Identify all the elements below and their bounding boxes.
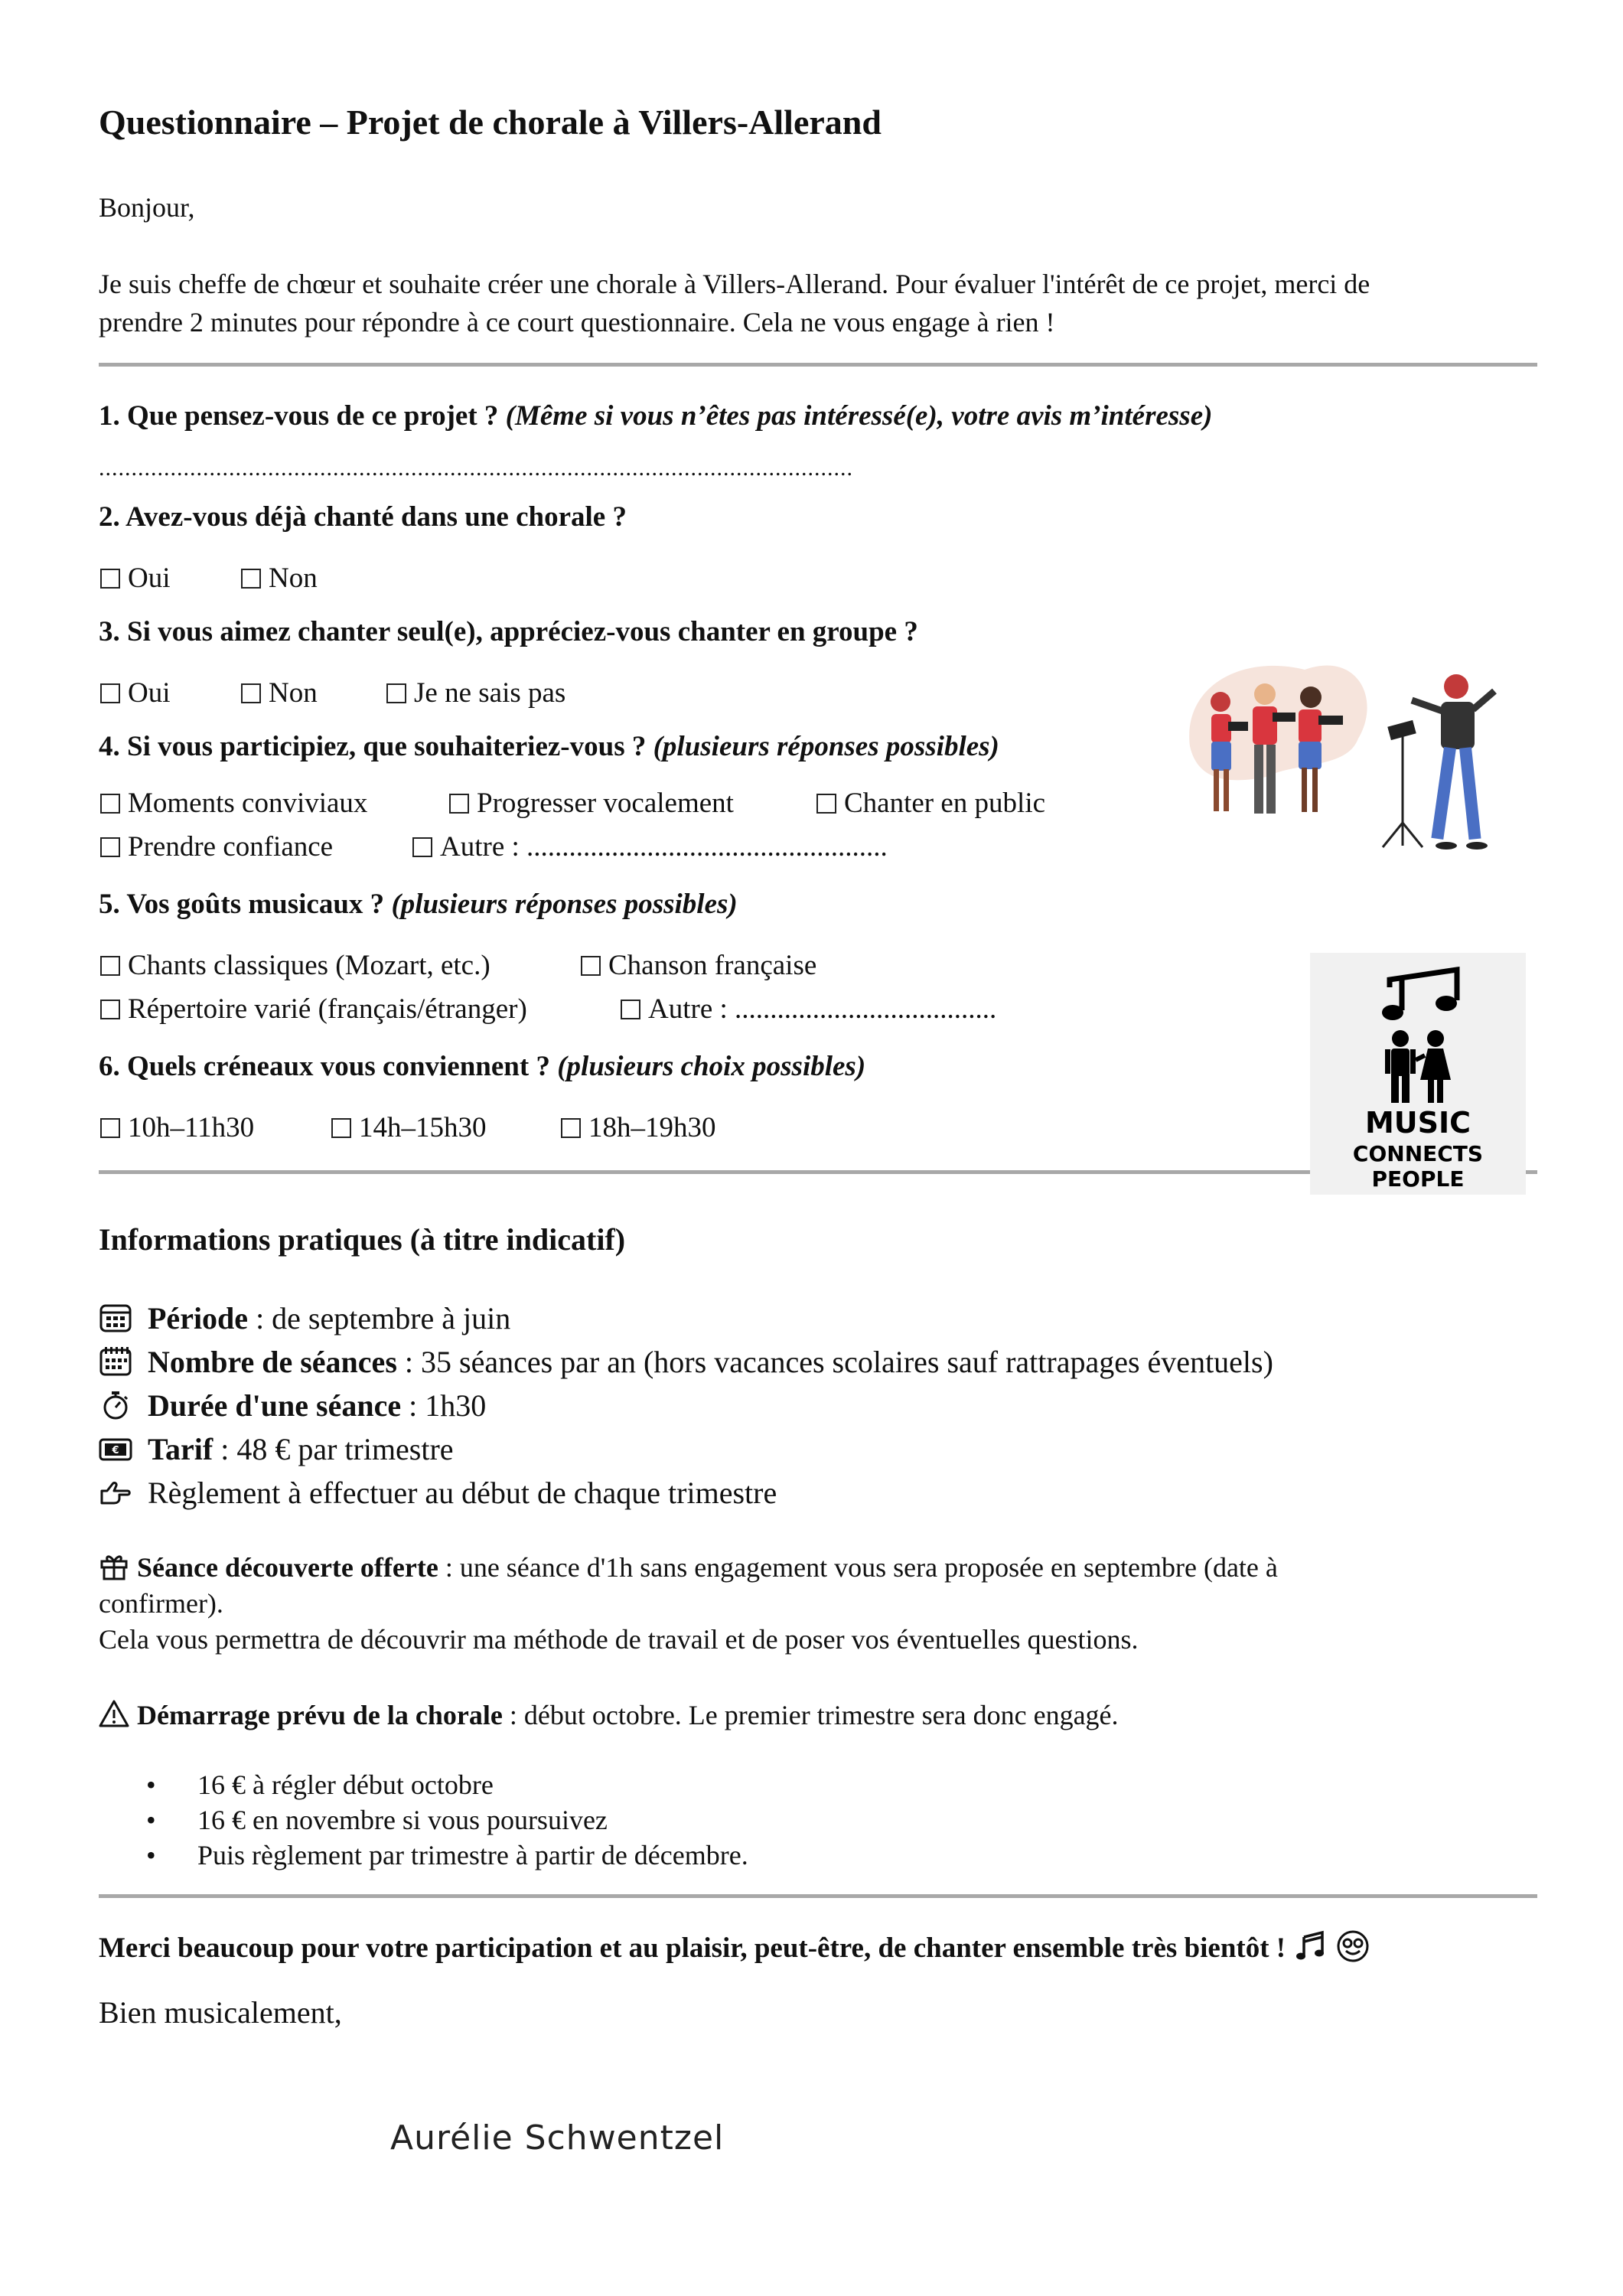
option-label: Chanter en public <box>844 788 1046 819</box>
checkbox-non[interactable] <box>240 671 385 716</box>
checkbox-icon <box>816 794 836 814</box>
page-title: Questionnaire – Projet de chorale à Villers-Allerand <box>99 103 882 142</box>
info-value: : de septembre à juin <box>248 1301 511 1336</box>
checkbox-icon <box>100 683 120 703</box>
info-label: Période <box>148 1301 249 1336</box>
option-label: 14h–15h30 <box>359 1112 487 1143</box>
option-label: Répertoire varié (français/étranger) <box>128 993 527 1025</box>
logo-line-2: CONNECTS PEOPLE <box>1352 1141 1484 1192</box>
pointing-hand-icon <box>99 1477 132 1508</box>
info-heading: Informations pratiques (à titre indicatif) <box>99 1222 626 1257</box>
checkbox-icon <box>386 683 406 703</box>
checkbox-14h-15h30[interactable] <box>330 1106 559 1150</box>
checkbox-chanter-en-public[interactable] <box>815 781 1045 826</box>
checkbox-icon <box>100 837 120 857</box>
payment-list <box>99 1767 1537 1873</box>
discovery-text-more: Cela vous permettra de découvrir ma méthode de travail et de poser vos éventuelles questions. <box>99 1624 1139 1655</box>
question-5-label: 5. Vos goûts musicaux ? <box>99 889 385 920</box>
info-duree <box>99 1384 1537 1427</box>
option-label: Chants classiques (Mozart, etc.) <box>128 950 490 981</box>
info-label: Nombre de séances <box>148 1345 397 1379</box>
question-2-options <box>99 556 1537 601</box>
checkbox-progresser-vocalement[interactable] <box>448 781 815 826</box>
money-icon <box>99 1433 132 1464</box>
info-value: : 35 séances par an (hors vacances scolaires sauf rattrapages éventuels) <box>396 1345 1273 1379</box>
checkbox-oui[interactable] <box>99 556 240 601</box>
stopwatch-icon <box>99 1390 132 1420</box>
checkbox-icon <box>241 683 261 703</box>
checkbox-icon <box>561 1118 581 1138</box>
info-label: Durée d'une séance <box>148 1388 402 1423</box>
music-connects-people-logo <box>1310 953 1526 1195</box>
checkbox-icon <box>449 794 469 814</box>
choir-illustration <box>1182 654 1504 861</box>
list-item: • 16 € à régler début octobre <box>99 1767 1537 1802</box>
gift-icon <box>99 1551 129 1581</box>
thanks-message <box>99 1929 1537 1968</box>
start-info <box>99 1698 1537 1733</box>
checkbox-autre[interactable] <box>619 988 996 1031</box>
smiling-face-icon <box>1336 1929 1370 1963</box>
info-value: : 1h30 <box>401 1388 487 1423</box>
question-6-label: 6. Quels créneaux vous conviennent ? <box>99 1051 550 1082</box>
checkbox-icon <box>100 956 120 976</box>
option-label: Moments conviviaux <box>128 788 368 819</box>
question-1-note: (Même si vous n’êtes pas intéressé(e), votre avis m’intéresse) <box>505 400 1213 432</box>
question-2: 2. Avez-vous déjà chanté dans une chorale ? <box>99 501 627 533</box>
checkbox-je-ne-sais-pas[interactable] <box>385 671 565 716</box>
music-people-icon <box>1310 953 1526 1106</box>
option-label: Non <box>269 677 318 709</box>
question-3: 3. Si vous aimez chanter seul(e), appréciez-vous chanter en groupe ? <box>99 616 918 647</box>
checkbox-icon <box>241 569 261 589</box>
option-label: Je ne sais pas <box>414 677 566 709</box>
start-text: : début octobre. Le premier trimestre sera donc engagé. <box>502 1700 1119 1730</box>
music-notes-icon <box>1296 1929 1330 1963</box>
svg-text:€: € <box>112 1445 119 1456</box>
start-label: Démarrage prévu de la chorale <box>137 1700 503 1730</box>
list-item: • 16 € en novembre si vous poursuivez <box>99 1802 1537 1838</box>
checkbox-icon <box>581 956 601 976</box>
checkbox-prendre-confiance[interactable] <box>99 826 411 869</box>
checkbox-icon <box>621 1000 640 1019</box>
checkbox-icon <box>100 794 120 814</box>
signature: Aurélie Schwentzel <box>390 2118 725 2157</box>
checkbox-repertoire-varie[interactable] <box>99 988 619 1031</box>
option-label: Non <box>269 563 318 594</box>
info-reglement <box>99 1471 1537 1515</box>
question-4-note: (plusieurs réponses possibles) <box>653 731 999 762</box>
option-label: Autre : ................................................... <box>440 831 888 863</box>
logo-line-1: MUSIC <box>1364 1106 1471 1140</box>
answer-line[interactable]: .................................................................................................................... <box>99 455 853 481</box>
question-1-label: 1. Que pensez-vous de ce projet ? <box>99 400 499 432</box>
info-periode <box>99 1296 1537 1340</box>
checkbox-autre[interactable] <box>411 826 888 869</box>
discovery-label: Séance découverte offerte <box>137 1552 438 1583</box>
question-1 <box>99 397 1537 435</box>
option-label: 10h–11h30 <box>128 1112 255 1143</box>
discovery-text: : une séance d'1h sans engagement vous sera proposée en septembre (date à <box>438 1552 1278 1583</box>
warning-icon <box>99 1698 129 1729</box>
option-label: Oui <box>128 563 171 594</box>
question-6-note: (plusieurs choix possibles) <box>557 1051 866 1082</box>
option-label: 18h–19h30 <box>588 1112 716 1143</box>
checkbox-10h-11h30[interactable] <box>99 1106 330 1150</box>
spiral-calendar-icon <box>99 1346 132 1377</box>
checkbox-chants-classiques[interactable] <box>99 944 579 988</box>
option-label: Progresser vocalement <box>477 788 734 819</box>
greeting: Bonjour, <box>99 192 195 223</box>
discovery-offer <box>99 1550 1537 1658</box>
option-label: Chanson française <box>608 950 817 981</box>
intro-line-2: prendre 2 minutes pour répondre à ce court questionnaire. Cela ne vous engage à rien ! <box>99 307 1055 338</box>
question-5 <box>99 885 1537 924</box>
info-tarif <box>99 1427 1537 1471</box>
info-nombre-seances <box>99 1340 1537 1384</box>
thanks-text: Merci beaucoup pour votre participation et au plaisir, peut-être, de chanter ensemble très bientôt ! <box>99 1932 1286 1964</box>
question-5-note: (plusieurs réponses possibles) <box>391 889 738 920</box>
closing: Bien musicalement, <box>99 1995 342 2030</box>
info-label: Tarif <box>148 1432 213 1466</box>
info-value: : 48 € par trimestre <box>213 1432 454 1466</box>
calendar-icon <box>99 1303 132 1333</box>
checkbox-icon <box>100 569 120 589</box>
intro-line-1: Je suis cheffe de chœur et souhaite créer une chorale à Villers-Allerand. Pour évaluer l'intérêt de ce projet, merci de <box>99 269 1370 299</box>
checkbox-chanson-francaise[interactable] <box>579 944 816 988</box>
checkbox-oui[interactable] <box>99 671 240 716</box>
list-item: • Puis règlement par trimestre à partir de décembre. <box>99 1838 1537 1873</box>
discovery-text-cont: confirmer). <box>99 1588 223 1619</box>
checkbox-18h-19h30[interactable] <box>559 1106 716 1150</box>
checkbox-icon <box>100 1118 120 1138</box>
option-label: Oui <box>128 677 171 709</box>
option-label: Autre : ..................................... <box>648 993 997 1025</box>
option-label: Prendre confiance <box>128 831 334 863</box>
checkbox-moments-conviviaux[interactable] <box>99 781 448 826</box>
checkbox-icon <box>331 1118 351 1138</box>
checkbox-non[interactable] <box>240 556 318 601</box>
checkbox-icon <box>412 837 432 857</box>
question-4-label: 4. Si vous participiez, que souhaiteriez-vous ? <box>99 731 647 762</box>
info-value: Règlement à effectuer au début de chaque trimestre <box>148 1476 777 1510</box>
checkbox-icon <box>100 1000 120 1019</box>
